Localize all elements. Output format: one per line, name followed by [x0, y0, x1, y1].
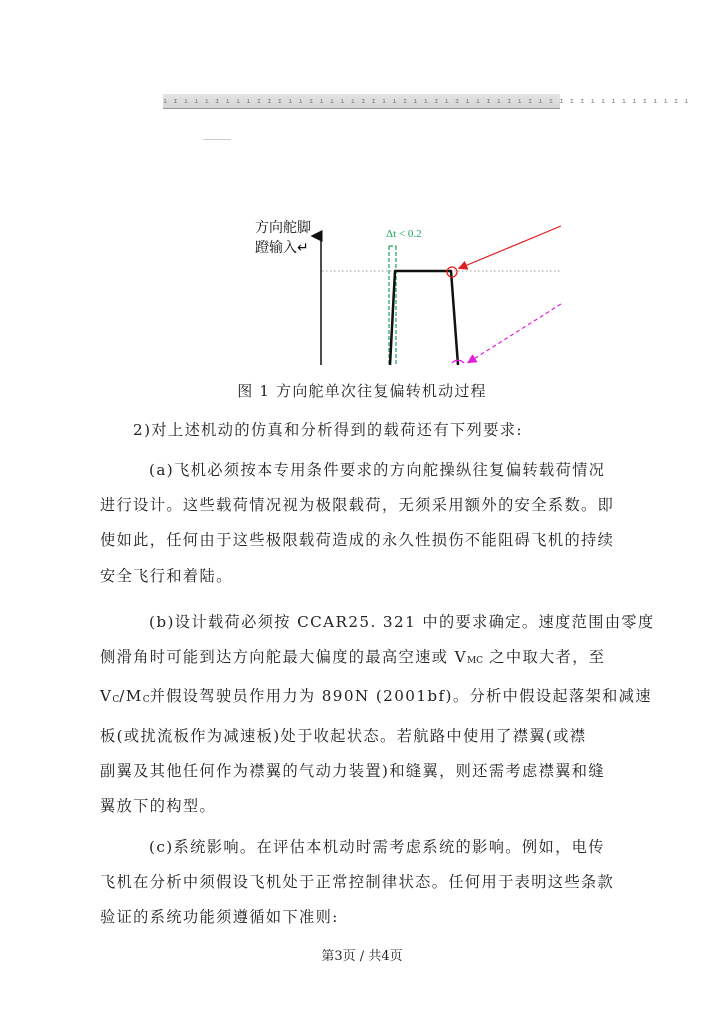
text-span: 并假设驾驶员作用力为 890N (2001bf)。分析中假设起落架和减速 — [149, 687, 652, 706]
paragraph-a — [100, 453, 624, 594]
text-line — [100, 640, 624, 679]
text-line: 验证的系统功能须遵循如下准则: — [100, 908, 339, 927]
magenta-pointer-arrow — [469, 304, 561, 362]
text-line: (a)飞机必须按本专用条件要求的方向舵操纵往复偏转载荷情况 — [149, 461, 606, 479]
text-line — [100, 679, 652, 718]
y-axis-label-line1: 方向舵脚 — [255, 220, 311, 236]
text-line: 使如此，任何由于这些极限载荷造成的永久性损伤不能阻碍飞机的持续 — [100, 531, 615, 550]
y-axis-label-line2: 蹬输入↵ — [255, 240, 309, 256]
text-line: 板(或扰流板作为减速板)处于收起状态。若航路中使用了襟翼(或襟 — [100, 726, 587, 745]
paragraph-b — [100, 605, 655, 824]
text-line: (b)设计载荷必须按 CCAR25. 321 中的要求确定。速度范围由零度 — [149, 613, 655, 631]
red-pointer-arrow — [460, 226, 561, 268]
figure-caption: 图 1 方向舵单次往复偏转机动过程 — [237, 382, 487, 400]
text-line: 安全飞行和着陆。 — [100, 566, 233, 585]
text-span: V — [100, 687, 113, 706]
rudder-input-figure — [0, 0, 724, 375]
page-footer: 第3页 / 共4页 — [321, 949, 403, 964]
text-line: 飞机在分析中须假设飞机处于正常控制律状态。任何用于表明这些条款 — [100, 873, 615, 892]
text-line: 翼放下的构型。 — [100, 797, 217, 816]
paragraph-c — [100, 830, 624, 936]
ruler-bar: ı ɪ ı ı ı ɪ ı ı ı ɪ ɪ ɪ ı ı ɪ ı ı ı ı ɪ ɪ ı ı ɪ ı ı ɪ ı ɪ ı ı ɪ ı ɪ ı ɪ ı ɪ ɪ ɪ ɪ ı ı ı ı ı ɪ ı ı ɪ ı — [163, 94, 560, 109]
text-line: 副翼及其他任何作为襟翼的气动力装置)和缝翼，则还需考虑襟翼和缝 — [100, 761, 605, 780]
text-span: /M — [119, 687, 143, 706]
text-line: 进行设计。这些载荷情况视为极限载荷，无须采用额外的安全系数。即 — [100, 496, 615, 515]
rudder-input-trace — [390, 271, 458, 365]
text-span: 侧滑角时可能到达方向舵最大偏度的最高空速或 V — [100, 648, 467, 667]
text-line: (c)系统影响。在评估本机动时需考虑系统的影响。例如，电传 — [149, 838, 605, 856]
text-line: 2)对上述机动的仿真和分析得到的载荷还有下列要求: — [133, 421, 523, 439]
delta-t-annotation: Δt < 0.2 — [386, 228, 422, 240]
requirements-intro — [133, 413, 657, 448]
text-span: 之中取大者，至 — [483, 648, 606, 667]
subscript: MC — [466, 656, 484, 667]
subscript: C — [142, 695, 150, 706]
subscript: C — [112, 695, 120, 706]
